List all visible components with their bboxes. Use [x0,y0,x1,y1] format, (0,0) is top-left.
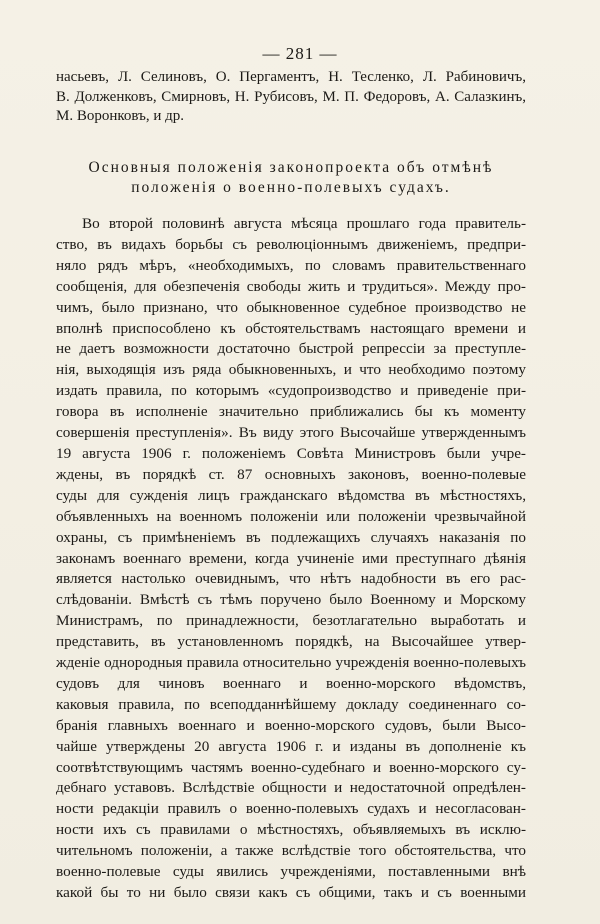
body-paragraph [56,214,526,904]
names-line: В. Долженковъ, Смирновъ, Н. Рубисовъ, М. П. Федоровъ, А. Салазкинъ, [56,88,526,105]
body-line: охраны, съ примѣненіемъ въ подлежащихъ случаяхъ наказанія по [56,528,526,546]
body-line: ждены, въ порядкѣ ст. 87 основныхъ законовъ, военно-полевые [56,465,526,483]
body-line: няло рядъ мѣръ, «необходимыхъ, по словамъ правительственнаго [56,256,526,274]
body-line: говора въ исполненіе значительно приближались бы къ моменту [56,403,526,421]
body-line: ство, въ видахъ борьбы съ революціоннымъ движеніемъ, предпри- [56,235,526,253]
body-line: чительномъ положеніи, а также вслѣдствіе того обстоятельства, что [56,842,526,860]
names-line: насьевъ, Л. Селиновъ, О. Пергаментъ, Н. Тесленко, Л. Рабиновичъ, [56,69,526,85]
body-line: дебнаго уставовъ. Вслѣдствіе общности и недостаточной опредѣлен- [56,779,526,797]
body-line: военно-полевые суды явились учрежденіями, поставленными внѣ [56,863,526,881]
body-line: нія, выходящія изъ ряда обыкновенныхъ, и что необходимо поэтому [56,361,526,379]
body-line: каковыя правила, по всеподданнѣйшему докладу соединеннаго со- [56,695,526,713]
body-line: чайше утверждены 20 августа 1906 г. и изданы въ дополненіе къ [56,737,526,755]
body-line: слѣдованіи. Вмѣстѣ съ тѣмъ поручено было Военному и Морскому [56,591,526,609]
names-list-continuation [56,68,526,127]
body-line: издать правила, по которымъ «судопроизводство и приведеніе при- [56,382,526,400]
body-line: Министрамъ, по принадлежности, безотлагательно выработать и [56,612,526,630]
body-line: жденіе однородныя правила относительно учрежденія военно-полевыхъ [56,654,526,672]
body-line: вполнѣ приспособлено къ обстоятельствамъ настоящаго времени и [56,319,526,337]
body-line: соотвѣтствующимъ частямъ военно-судебнаго и военно-морского су- [56,758,526,776]
body-line: объявленныхъ на военномъ положеніи или положеніи чрезвычайной [56,507,526,525]
body-line: сообщенія, для обезпеченія свободы жить и трудиться». Между про- [56,277,526,295]
body-line: чимъ, было признано, что обыкновенное судебное производство не [56,298,526,316]
body-line: суды для сужденія лицъ гражданскаго вѣдомства въ мѣстностяхъ, [56,486,526,504]
body-line: не даетъ возможности достаточно быстрой репрессіи за преступле- [56,340,526,358]
body-line: Во второй половинѣ августа мѣсяца прошлаго года правитель- [82,215,526,232]
body-line: представить, въ установленномъ порядкѣ, на Высочайшее утвер- [56,633,526,651]
page-number: — 281 — [262,44,338,63]
body-line: совершенія преступленія». Въ виду этого Высочайше утвержденнымъ [56,424,526,442]
body-line: судовъ для чиновъ военнаго и военно-морского вѣдомствъ, [56,674,526,692]
names-line: М. Воронковъ, и др. [56,108,185,124]
body-line: бранія главныхъ военнаго и военно-морского судовъ, были Высо- [56,716,526,734]
body-line: какой бы то ни было связи какъ съ общими, такъ и съ военными [56,884,526,901]
body-line: 19 августа 1906 г. положеніемъ Совѣта Министровъ были учре- [56,444,526,462]
section-heading [56,158,526,198]
body-line: законамъ военнаго времени, когда учиненіе ими преступнаго дѣянія [56,549,526,567]
heading-line: положенія о военно-полевыхъ судахъ. [131,179,451,196]
body-line: ности редакціи правилъ о военно-полевыхъ судахъ и несогласован- [56,800,526,818]
body-line: является настолько очевиднымъ, что нѣтъ надобности въ его рас- [56,570,526,588]
body-line: ности ихъ съ правилами о мѣстностяхъ, объявляемыхъ въ исклю- [56,821,526,839]
heading-line: Основныя положенія законопроекта объ отмѣнѣ [88,159,494,176]
